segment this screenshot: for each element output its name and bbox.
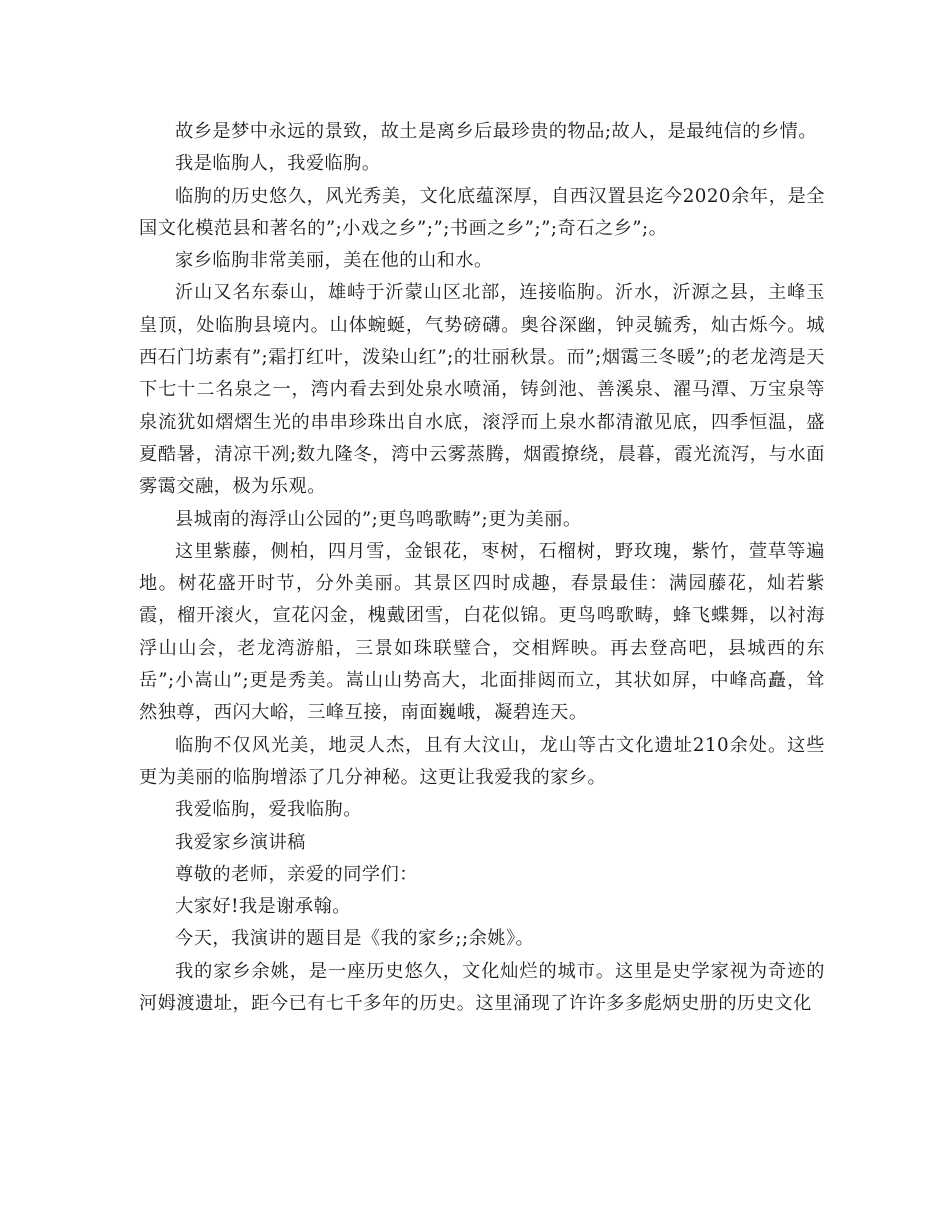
paragraph-scenery: 这里紫藤，侧柏，四月雪，金银花，枣树，石榴树，野玫瑰，紫竹，萱草等遍地。树花盛开时节，分外美丽。其景区四时成趣，春景最佳：满园藤花，灿若紫霞，榴开滚火，宣花闪金，槐戴团雪，白花似锦。更鸟鸣歌畴，蜂飞蝶舞，以衬海浮山山会，老龙湾游船，三景如珠联璧合，交相辉映。再去登高吧，县城西的东岳”;小嵩山”;更是秀美。嵩山山势高大，北面排闼而立，其状如屏，中峰高矗，耸然独尊，西闪大峪，三峰互接，南面巍峨，凝碧连天。 [139, 540, 825, 724]
speech-intro: 大家好!我是谢承翰。 [175, 896, 351, 918]
paragraph-love-linqu: 我爱临朐，爱我临朐。 [175, 799, 362, 821]
paragraph-i-am-linqu: 我是临朐人，我爱临朐。 [175, 153, 381, 175]
paragraph-beauty: 家乡临朐非常美丽，美在他的山和水。 [175, 250, 493, 272]
paragraph-history: 临朐的历史悠久，风光秀美，文化底蕴深厚，自西汉置县迄今2020余年，是全国文化模范县和著名的”;小戏之乡”;”;书画之乡”;”;奇石之乡”;。 [139, 185, 825, 239]
speech-yuyao: 我的家乡余姚，是一座历史悠久，文化灿烂的城市。这里是史学家视为奇迹的河姆渡遗址，距今已有七千多年的历史。这里涌现了许许多多彪炳史册的历史文化 [139, 960, 825, 1015]
document-body [139, 116, 825, 1020]
speech-topic: 今天，我演讲的题目是《我的家乡;;余姚》。 [175, 928, 535, 950]
paragraph-yishan: 沂山又名东泰山，雄峙于沂蒙山区北部，连接临朐。沂水，沂源之县，主峰玉皇顶，处临朐县境内。山体蜿蜒，气势磅礴。奥谷深幽，钟灵毓秀，灿古烁今。城西石门坊素有”;霜打红叶，泼染山红”;的壮丽秋景。而”;烟霭三冬暖”;的老龙湾是天下七十二名泉之一，湾内看去到处泉水喷涌，铸剑池、善溪泉、濯马潭、万宝泉等泉流犹如熠熠生光的串串珍珠出自水底，滚浮而上泉水都清澈见底，四季恒温，盛夏酷暑，清凉干冽;数九隆冬，湾中云雾蒸腾，烟霞撩绕，晨暮，霞光流泻，与水面雾霭交融，极为乐观。 [139, 282, 825, 498]
speech-title: 我爱家乡演讲稿 [175, 831, 306, 853]
paragraph-culture: 临朐不仅风光美，地灵人杰，且有大汶山，龙山等古文化遗址210余处。这些更为美丽的临朐增添了几分神秘。这更让我爱我的家乡。 [139, 734, 825, 788]
paragraph-haifushan: 县城南的海浮山公园的”;更鸟鸣歌畴”;更为美丽。 [175, 508, 582, 530]
speech-greeting: 尊敬的老师，亲爱的同学们： [175, 863, 418, 885]
paragraph-intro: 故乡是梦中永远的景致，故土是离乡后最珍贵的物品;故人，是最纯信的乡情。 [175, 121, 818, 142]
